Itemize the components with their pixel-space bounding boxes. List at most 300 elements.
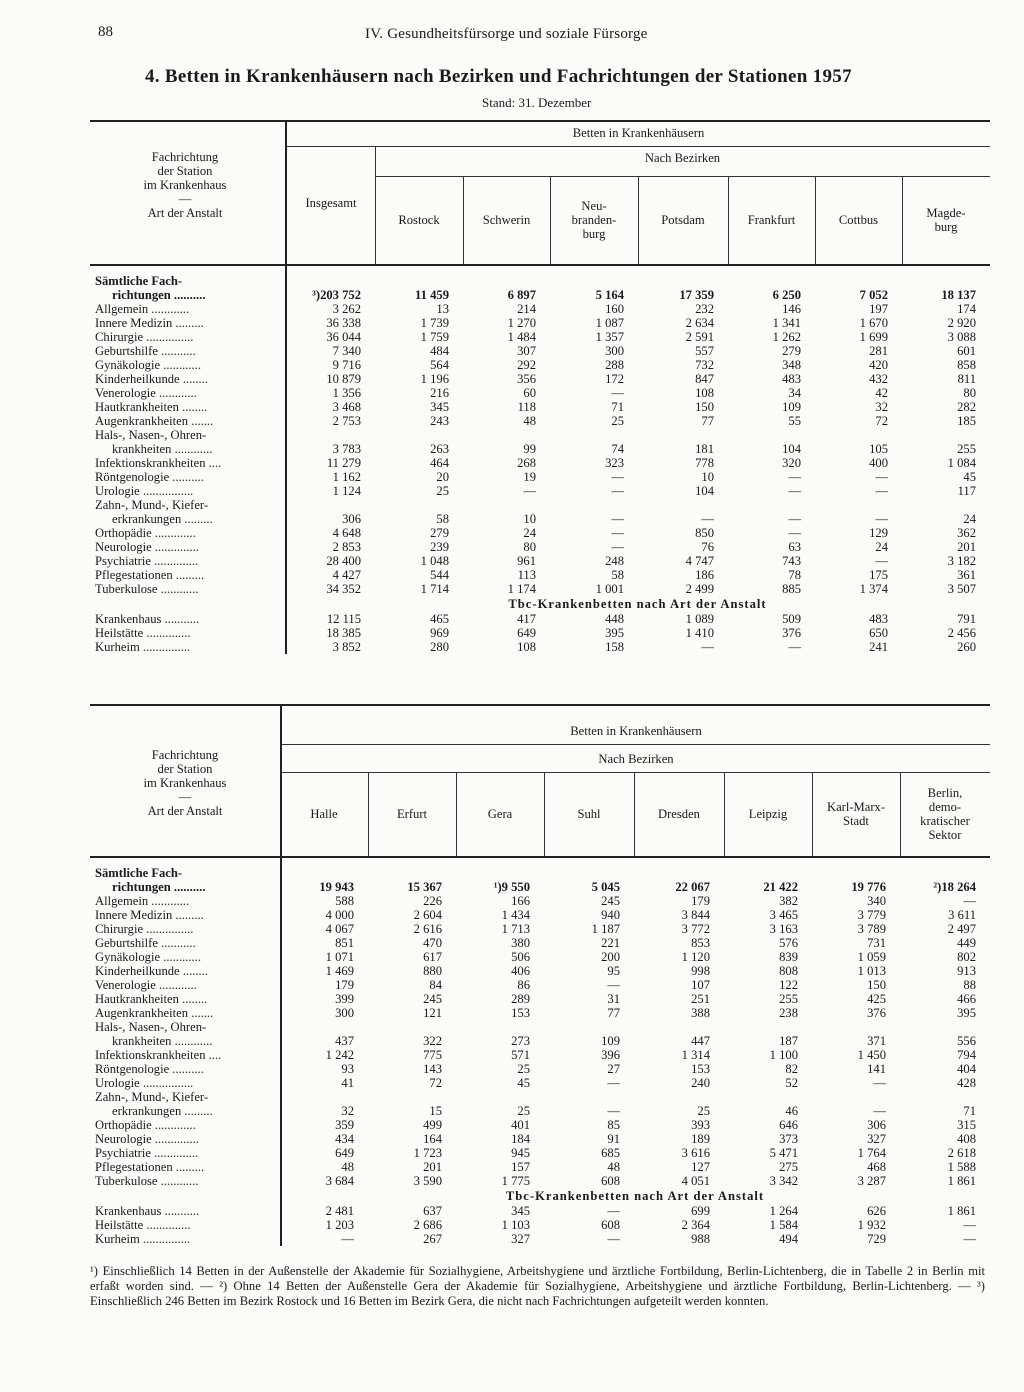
table-cell: 19 [523, 470, 536, 484]
table-cell: — [611, 540, 624, 554]
table-cell: 649 [335, 1146, 354, 1160]
table-cell: 1 270 [507, 316, 536, 330]
table-cell: 1 357 [595, 330, 624, 344]
table-cell: 1 264 [769, 1204, 798, 1218]
col-header: Rostock [398, 213, 440, 227]
table-cell: 2 634 [685, 316, 714, 330]
table-cell: 25 [436, 484, 449, 498]
table-cell: 417 [517, 612, 536, 626]
table-cell: — [607, 1076, 620, 1090]
table-cell: 2 591 [685, 330, 714, 344]
table-cell: 4 051 [681, 1174, 710, 1188]
table-cell: 327 [867, 1132, 886, 1146]
table-cell: 4 000 [325, 908, 354, 922]
col-header: Karl-Marx- Stadt [826, 800, 886, 828]
table-cell: 371 [867, 1034, 886, 1048]
table-cell: 494 [779, 1232, 798, 1246]
row-label: Hautkrankheiten ........ [95, 992, 208, 1006]
table-cell: — [701, 640, 714, 654]
table-cell: 808 [779, 964, 798, 978]
table-cell: 6 250 [772, 288, 801, 302]
table-cell: 2 853 [332, 540, 361, 554]
table-cell: 20 [436, 470, 449, 484]
table-cell: 157 [511, 1160, 530, 1174]
table-cell: 395 [957, 1006, 976, 1020]
table-cell: 245 [601, 894, 620, 908]
table-cell: 172 [605, 372, 624, 386]
table-cell: 3 507 [947, 582, 976, 596]
table-cell: 393 [691, 1118, 710, 1132]
table-row [90, 978, 990, 992]
table-cell: 17 359 [679, 288, 714, 302]
table-cell: 2 604 [413, 908, 442, 922]
table-row [90, 908, 990, 922]
table-cell: 93 [341, 1062, 354, 1076]
row-label: Zahn-, Mund-, Kiefer- [95, 1090, 209, 1104]
table-row [90, 526, 990, 540]
table-cell: 466 [957, 992, 976, 1006]
table-cell: 637 [423, 1204, 442, 1218]
row-label: Psychiatrie .............. [95, 554, 199, 568]
table-header [90, 704, 990, 858]
table-cell: 404 [957, 1062, 976, 1076]
table-cell: 25 [611, 414, 624, 428]
table-cell: 775 [423, 1048, 442, 1062]
table-cell: 245 [423, 992, 442, 1006]
table-row [90, 470, 990, 484]
table-cell: 576 [779, 936, 798, 950]
table-cell: 388 [691, 1006, 710, 1020]
table-cell: — [875, 512, 888, 526]
table-cell: 201 [957, 540, 976, 554]
page-number: 88 [98, 24, 113, 40]
table-cell: 104 [782, 442, 801, 456]
table-row [90, 1020, 990, 1034]
table-row [90, 1132, 990, 1146]
table-cell: 121 [423, 1006, 442, 1020]
table-cell: — [701, 512, 714, 526]
table-cell: 255 [957, 442, 976, 456]
table-row [90, 1232, 990, 1246]
table-cell: 1 242 [325, 1048, 354, 1062]
table-cell: — [611, 484, 624, 498]
row-label: erkrankungen ......... [112, 1104, 213, 1118]
row-label: Chirurgie ............... [95, 330, 194, 344]
table-cell: 113 [517, 568, 536, 582]
table-row [90, 866, 990, 880]
table-cell: 850 [695, 526, 714, 540]
table-row [90, 582, 990, 596]
table-cell: 52 [785, 1076, 798, 1090]
table-row [90, 1218, 990, 1232]
table-cell: 449 [957, 936, 976, 950]
table-cell: 3 789 [857, 922, 886, 936]
table-cell: 373 [779, 1132, 798, 1146]
table-cell: 11 279 [326, 456, 361, 470]
table-cell: — [607, 978, 620, 992]
table-cell: 1 584 [769, 1218, 798, 1232]
table-cell: — [963, 894, 976, 908]
table-cell: 2 499 [685, 582, 714, 596]
row-label: Krankenhaus ........... [95, 612, 200, 626]
table-cell: 1 723 [413, 1146, 442, 1160]
table-cell: 2 920 [947, 316, 976, 330]
table-cell: 189 [691, 1132, 710, 1146]
row-label: Gynäkologie ............ [95, 950, 201, 964]
footnotes: ¹) Einschließlich 14 Betten in der Außenstelle der Akademie für Sozialhygiene, Arbeitshygiene und ärztliche Fortbildung, Berlin-Lichtenberg, die in Tabelle 2 in Berlin mit erfaßt worden sind. — ²) Ohne 14 Betten der Außenstelle Gera der Akademie für Sozialhygiene, Arbeitshygiene und ärztliche Fortbildung, Berlin-Lichtenberg. — ³) Einschließlich 246 Betten im Bezirk Rostock und 16 Betten im Bezirk Gera, die nicht nach Fachrichtungen aufgeteilt werden konnten. [90, 1264, 985, 1308]
table-row [90, 1204, 990, 1218]
table-cell: 802 [957, 950, 976, 964]
table-row [90, 1160, 990, 1174]
table-row [90, 1062, 990, 1076]
row-label: krankheiten ............ [112, 1034, 213, 1048]
table-row [90, 386, 990, 400]
table-cell: 400 [869, 456, 888, 470]
table-cell: 3 611 [948, 908, 976, 922]
table-cell: 31 [607, 992, 620, 1006]
table-cell: 80 [963, 386, 976, 400]
table-cell: 7 052 [859, 288, 888, 302]
table-cell: 1 059 [857, 950, 886, 964]
table-cell: 9 716 [332, 358, 361, 372]
row-label: Krankenhaus ........... [95, 1204, 200, 1218]
table-cell: 2 686 [413, 1218, 442, 1232]
table-cell: 185 [957, 414, 976, 428]
table-cell: 425 [867, 992, 886, 1006]
table-cell: 608 [601, 1218, 620, 1232]
row-label: Sämtliche Fach- [95, 866, 183, 880]
table-row [90, 358, 990, 372]
row-label: Geburtshilfe ........... [95, 344, 196, 358]
col-header: Suhl [577, 807, 601, 821]
table-cell: — [788, 512, 801, 526]
table-cell: 15 [429, 1104, 442, 1118]
row-label: Psychiatrie .............. [95, 1146, 199, 1160]
tbc-section-heading: Tbc-Krankenbetten nach Art der Anstalt [505, 1189, 765, 1203]
table-cell: 6 897 [507, 288, 536, 302]
table-cell: 3 468 [332, 400, 361, 414]
table-row [90, 498, 990, 512]
table-row [90, 640, 990, 654]
table-cell: 588 [335, 894, 354, 908]
table-cell: 282 [957, 400, 976, 414]
table-cell: 732 [695, 358, 714, 372]
table-cell: 913 [957, 964, 976, 978]
table-cell: 1 932 [857, 1218, 886, 1232]
row-label: richtungen .......... [112, 880, 206, 894]
table-cell: 1 100 [769, 1048, 798, 1062]
table-cell: 345 [430, 400, 449, 414]
table-cell: 448 [605, 612, 624, 626]
table-cell: 275 [779, 1160, 798, 1174]
table-cell: 186 [695, 568, 714, 582]
table-cell: 1 001 [595, 582, 624, 596]
row-label: Tuberkulose ............ [95, 1174, 199, 1188]
table-cell: — [788, 484, 801, 498]
row-label: Allgemein ............ [95, 302, 190, 316]
table-cell: 3 772 [681, 922, 710, 936]
table-cell: 880 [423, 964, 442, 978]
table-cell: 24 [963, 512, 976, 526]
table-row [90, 442, 990, 456]
row-label: Orthopädie ............. [95, 526, 196, 540]
table-cell: 356 [517, 372, 536, 386]
table-cell: 2 364 [681, 1218, 710, 1232]
table-cell: 82 [785, 1062, 798, 1076]
table-cell: 464 [430, 456, 449, 470]
table-cell: 108 [517, 640, 536, 654]
col-header: Erfurt [396, 807, 428, 821]
table-cell: 243 [430, 414, 449, 428]
row-label: Kurheim ............... [95, 640, 191, 654]
table-cell: — [611, 470, 624, 484]
table-cell: 447 [691, 1034, 710, 1048]
table-cell: 359 [335, 1118, 354, 1132]
table-cell: 885 [782, 582, 801, 596]
table-cell: 544 [430, 568, 449, 582]
table-cell: 306 [342, 512, 361, 526]
table-cell: 2 618 [947, 1146, 976, 1160]
table-cell: 345 [511, 1204, 530, 1218]
table-cell: 484 [430, 344, 449, 358]
table-cell: 77 [607, 1006, 620, 1020]
table-cell: 839 [779, 950, 798, 964]
table-cell: 263 [430, 442, 449, 456]
table-cell: 483 [782, 372, 801, 386]
table-row [90, 1048, 990, 1062]
table-cell: 2 616 [413, 922, 442, 936]
table-cell: — [875, 554, 888, 568]
table-cell: 4 427 [332, 568, 361, 582]
table-cell: 255 [779, 992, 798, 1006]
stub-header: Fachrichtung der Station im Krankenhaus — Art der Anstalt [143, 748, 227, 818]
table-cell: 28 400 [326, 554, 361, 568]
table-row [90, 1104, 990, 1118]
table-cell: 465 [430, 612, 449, 626]
col-header: Dresden [658, 807, 700, 821]
table-row [90, 950, 990, 964]
group-header: Betten in Krankenhäusern [570, 724, 702, 738]
table-cell: 267 [423, 1232, 442, 1246]
table-row [90, 414, 990, 428]
row-label: Geburtshilfe ........... [95, 936, 196, 950]
col-header: Leipzig [748, 807, 788, 821]
table-cell: 27 [607, 1062, 620, 1076]
row-label: Neurologie .............. [95, 1132, 199, 1146]
col-header: Berlin, demo- kratischer Sektor [920, 786, 970, 842]
table-cell: 21 422 [763, 880, 798, 894]
table-cell: 1 174 [507, 582, 536, 596]
table-cell: 13 [436, 302, 449, 316]
table-cell: 72 [875, 414, 888, 428]
table-cell: ²)18 264 [933, 880, 976, 894]
table-cell: 166 [511, 894, 530, 908]
table-cell: 382 [779, 894, 798, 908]
table-row [90, 1118, 990, 1132]
table-cell: 1 124 [332, 484, 361, 498]
row-label: Kurheim ............... [95, 1232, 191, 1246]
row-label: Venerologie ............ [95, 978, 197, 992]
table-header [90, 120, 990, 266]
row-label: Gynäkologie ............ [95, 358, 201, 372]
row-label: Kinderheilkunde ........ [95, 372, 208, 386]
table-cell: 268 [517, 456, 536, 470]
table-cell: 791 [957, 612, 976, 626]
table-cell: 3 684 [325, 1174, 354, 1188]
table-cell: 3 182 [947, 554, 976, 568]
col-header: Frankfurt [747, 213, 796, 227]
table-cell: 969 [430, 626, 449, 640]
table-cell: 226 [423, 894, 442, 908]
table-cell: 395 [605, 626, 624, 640]
table-cell: 240 [691, 1076, 710, 1090]
table-row [90, 1174, 990, 1188]
table-row [90, 1090, 990, 1104]
table-cell: 160 [605, 302, 624, 316]
table-cell: 288 [605, 358, 624, 372]
table-cell: 4 747 [685, 554, 714, 568]
table-cell: 2 753 [332, 414, 361, 428]
row-label: Urologie ................ [95, 1076, 194, 1090]
table-row [90, 512, 990, 526]
table-cell: 248 [605, 554, 624, 568]
table-cell: 41 [341, 1076, 354, 1090]
table-cell: 45 [517, 1076, 530, 1090]
table-cell: 201 [423, 1160, 442, 1174]
table-cell: 361 [957, 568, 976, 582]
table-cell: 483 [869, 612, 888, 626]
table-cell: 3 342 [769, 1174, 798, 1188]
table-cell: 323 [605, 456, 624, 470]
table-cell: 3 262 [332, 302, 361, 316]
table-cell: 4 067 [325, 922, 354, 936]
table-cell: 105 [869, 442, 888, 456]
table-cell: 221 [601, 936, 620, 950]
table-row [90, 936, 990, 950]
table-cell: 109 [601, 1034, 620, 1048]
table-row [90, 316, 990, 330]
table-cell: 48 [607, 1160, 620, 1174]
table-cell: 129 [869, 526, 888, 540]
table-cell: 945 [511, 1146, 530, 1160]
table-cell: — [607, 1104, 620, 1118]
col-header: Magde- burg [926, 206, 966, 234]
table-cell: 260 [957, 640, 976, 654]
table-cell: 141 [867, 1062, 886, 1076]
table-cell: — [788, 526, 801, 540]
table-cell: 10 [523, 512, 536, 526]
table-cell: 153 [691, 1062, 710, 1076]
table-cell: 1 203 [325, 1218, 354, 1232]
table-cell: 3 783 [332, 442, 361, 456]
table-cell: 63 [788, 540, 801, 554]
table-cell: 1 071 [325, 950, 354, 964]
table-cell: 428 [957, 1076, 976, 1090]
col-header: Neu- branden- burg [571, 199, 617, 241]
table-cell: 617 [423, 950, 442, 964]
table-cell: 699 [691, 1204, 710, 1218]
table-cell: 853 [691, 936, 710, 950]
table-cell: 571 [511, 1048, 530, 1062]
table-cell: 998 [691, 964, 710, 978]
table-cell: — [963, 1218, 976, 1232]
table-cell: 1 713 [501, 922, 530, 936]
table-cell: 187 [779, 1034, 798, 1048]
table-cell: 1 084 [947, 456, 976, 470]
table-cell: — [341, 1232, 354, 1246]
table-cell: 7 340 [332, 344, 361, 358]
table-row [90, 626, 990, 640]
sub-header: Nach Bezirken [598, 752, 674, 766]
table-cell: 104 [695, 484, 714, 498]
table-cell: 158 [605, 640, 624, 654]
table-cell: 46 [785, 1104, 798, 1118]
table-cell: — [611, 526, 624, 540]
row-label: Infektionskrankheiten .... [95, 456, 222, 470]
table-cell: 10 [701, 470, 714, 484]
table-cell: 1 103 [501, 1218, 530, 1232]
table-cell: 71 [611, 400, 624, 414]
row-label: Sämtliche Fach- [95, 274, 183, 288]
table-cell: 25 [517, 1062, 530, 1076]
table-cell: — [611, 386, 624, 400]
table-cell: 251 [691, 992, 710, 1006]
table-cell: — [875, 484, 888, 498]
table-row [90, 484, 990, 498]
table-cell: 1 861 [947, 1204, 976, 1218]
row-label: Urologie ................ [95, 484, 194, 498]
table-cell: 1 089 [685, 612, 714, 626]
table-row [90, 568, 990, 582]
table-cell: 1 410 [685, 626, 714, 640]
table-cell: 320 [782, 456, 801, 470]
table-cell: 300 [605, 344, 624, 358]
table-cell: 420 [869, 358, 888, 372]
table-cell: 200 [601, 950, 620, 964]
table-cell: 32 [875, 400, 888, 414]
table-cell: 376 [782, 626, 801, 640]
page-title: 4. Betten in Krankenhäusern nach Bezirken und Fachrichtungen der Stationen 1957 [145, 66, 852, 87]
col-header: Gera [487, 807, 513, 821]
table-cell: 509 [782, 612, 801, 626]
table-cell: 3 088 [947, 330, 976, 344]
table-cell: 470 [423, 936, 442, 950]
row-label: Hals-, Nasen-, Ohren- [95, 1020, 207, 1034]
table-row [90, 456, 990, 470]
row-label: Pflegestationen ......... [95, 568, 205, 582]
table-row [90, 1006, 990, 1020]
table-cell: 1 714 [420, 582, 449, 596]
table-row [90, 302, 990, 316]
page-subtitle: Stand: 31. Dezember [482, 95, 592, 110]
table-cell: 3 590 [413, 1174, 442, 1188]
table-cell: 34 352 [326, 582, 361, 596]
row-label: Innere Medizin ......... [95, 316, 204, 330]
row-label: Innere Medizin ......... [95, 908, 204, 922]
table-cell: — [523, 484, 536, 498]
table-cell: 434 [335, 1132, 354, 1146]
table-cell: 811 [957, 372, 976, 386]
table-cell: 239 [430, 540, 449, 554]
sub-header: Nach Bezirken [644, 151, 721, 165]
table-cell: — [607, 1232, 620, 1246]
table-cell: 468 [867, 1160, 886, 1174]
table-cell: 122 [779, 978, 798, 992]
table-cell: 3 844 [681, 908, 710, 922]
table-cell: 731 [867, 936, 886, 950]
table-cell: 685 [601, 1146, 620, 1160]
table-cell: 84 [429, 978, 442, 992]
